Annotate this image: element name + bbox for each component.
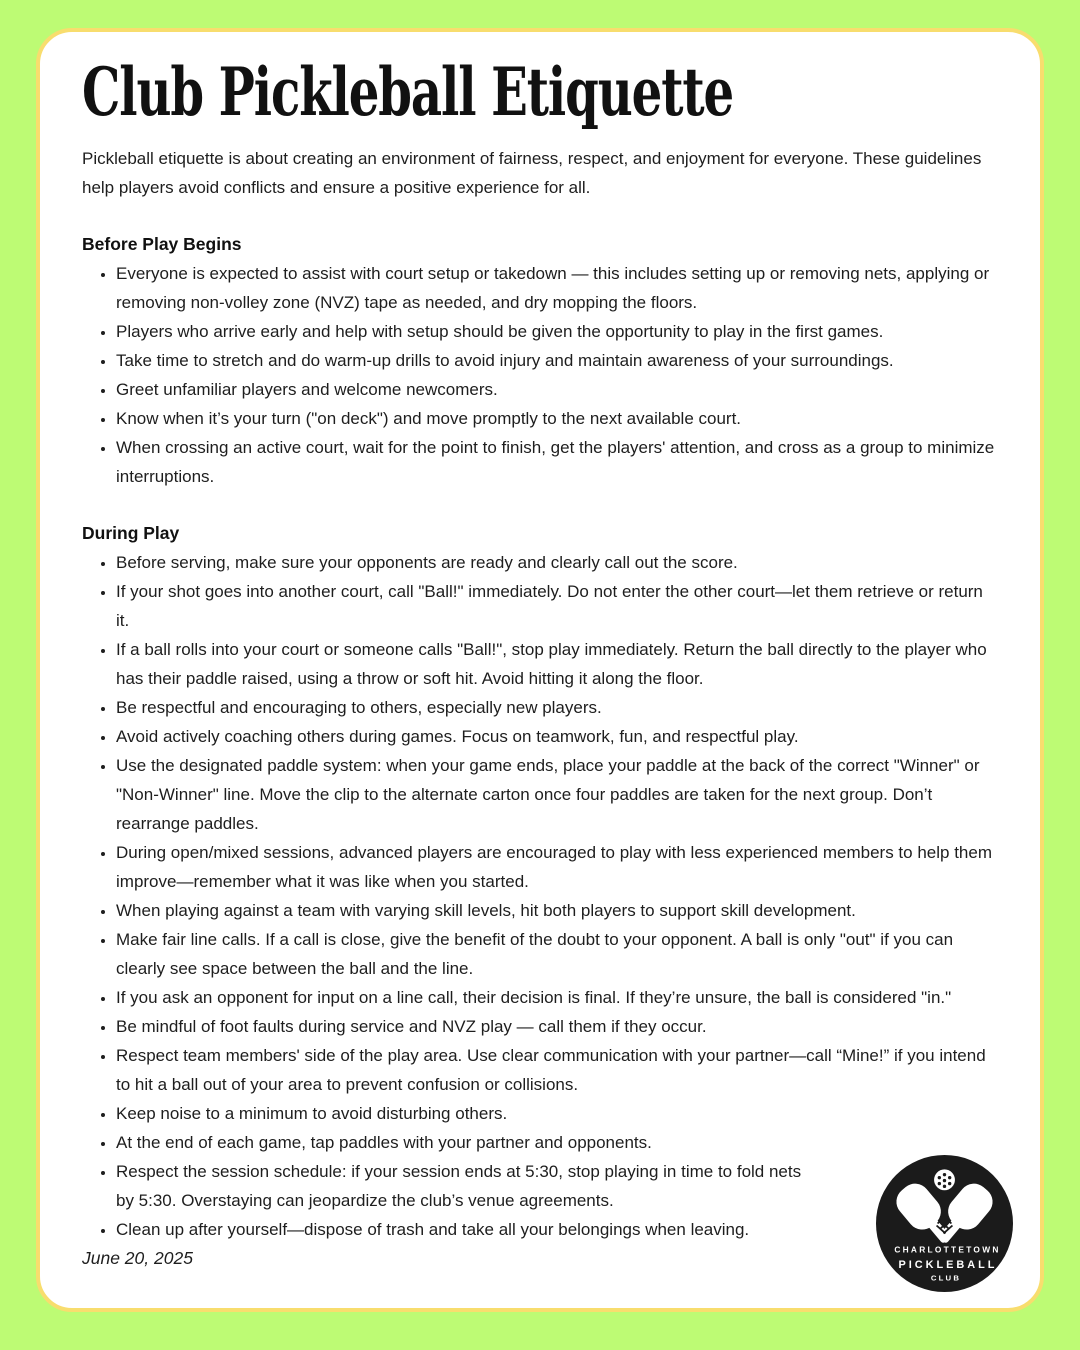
document-section bbox=[82, 519, 1000, 1244]
logo-text-pickleball: PICKLEBALL bbox=[898, 1259, 998, 1272]
list-item: • Be mindful of foot faults during service and NVZ play — call them if they occur. bbox=[116, 1012, 1000, 1041]
list-item: • Clean up after yourself—dispose of trash and take all your belongings when leaving. bbox=[116, 1215, 1000, 1244]
section-heading: During Play bbox=[82, 522, 180, 543]
list-item: • If a ball rolls into your court or someone calls "Ball!", stop play immediately. Return the ball directly to the player who has their paddle raised, using a throw or soft hit. Avoid hitting it along the floor. bbox=[116, 635, 1000, 693]
section-heading: Before Play Begins bbox=[82, 233, 242, 254]
list-item: • When playing against a team with varying skill levels, hit both players to support skill development. bbox=[116, 896, 1000, 925]
list-item: • If your shot goes into another court, call "Ball!" immediately. Do not enter the other court—let them retrieve or return it. bbox=[116, 577, 1000, 635]
list-item: • Before serving, make sure your opponents are ready and clearly call out the score. bbox=[116, 548, 1000, 577]
list-item: • At the end of each game, tap paddles with your partner and opponents. bbox=[116, 1128, 1000, 1157]
page-title: Club Pickleball Etiquette bbox=[82, 53, 734, 131]
list-item: • If you ask an opponent for input on a line call, their decision is final. If they’re unsure, the ball is considered "in." bbox=[116, 983, 1000, 1012]
list-item: • Use the designated paddle system: when your game ends, place your paddle at the back of the correct "Winner" or "Non-Winner" line. Move the clip to the alternate carton once four paddles are taken for the next group. Don’t rearrange paddles. bbox=[116, 751, 1000, 838]
list-item: • Be respectful and encouraging to others, especially new players. bbox=[116, 693, 1000, 722]
list-item: • Respect the session schedule: if your session ends at 5:30, stop playing in time to fold nets by 5:30. Overstaying can jeopardize the club’s venue agreements. bbox=[116, 1157, 1000, 1215]
sections-container bbox=[82, 230, 1000, 1244]
document-section bbox=[82, 230, 1000, 491]
bullet-list bbox=[82, 259, 1000, 491]
list-item: • Everyone is expected to assist with court setup or takedown — this includes setting up or removing nets, applying or removing non-volley zone (NVZ) tape as needed, and dry mopping the floors. bbox=[116, 259, 1000, 317]
pickleball-icon bbox=[934, 1169, 955, 1190]
list-item: • During open/mixed sessions, advanced players are encouraged to play with less experienced members to help them improve—remember what it was like when you started. bbox=[116, 838, 1000, 896]
list-item: • When crossing an active court, wait for the point to finish, get the players' attention, and cross as a group to minimize interruptions. bbox=[116, 433, 1000, 491]
list-item: • Players who arrive early and help with setup should be given the opportunity to play in the first games. bbox=[116, 317, 1000, 346]
list-item: • Keep noise to a minimum to avoid disturbing others. bbox=[116, 1099, 1000, 1128]
list-item: • Make fair line calls. If a call is close, give the benefit of the doubt to your opponent. A ball is only "out" if you can clearly see space between the ball and the line. bbox=[116, 925, 1000, 983]
club-logo bbox=[875, 1154, 1014, 1293]
logo-text-city: CHARLOTTETOWN bbox=[894, 1244, 1001, 1255]
document-card bbox=[36, 28, 1044, 1312]
list-item: • Greet unfamiliar players and welcome newcomers. bbox=[116, 375, 1000, 404]
list-item: • Respect team members' side of the play area. Use clear communication with your partner—call “Mine!” if you intend to hit a ball out of your area to prevent confusion or collisions. bbox=[116, 1041, 1000, 1099]
intro-paragraph: Pickleball etiquette is about creating an environment of fairness, respect, and enjoyment for everyone. These guidelines help players avoid conflicts and ensure a positive experience for all. bbox=[82, 148, 982, 197]
list-item: • Avoid actively coaching others during games. Focus on teamwork, fun, and respectful play. bbox=[116, 722, 1000, 751]
list-item: • Take time to stretch and do warm-up drills to avoid injury and maintain awareness of your surroundings. bbox=[116, 346, 1000, 375]
bullet-list bbox=[82, 548, 1000, 1244]
logo-text-club: CLUB bbox=[930, 1273, 962, 1283]
list-item: • Know when it’s your turn ("on deck") and move promptly to the next available court. bbox=[116, 404, 1000, 433]
document-date: June 20, 2025 bbox=[82, 1247, 193, 1268]
